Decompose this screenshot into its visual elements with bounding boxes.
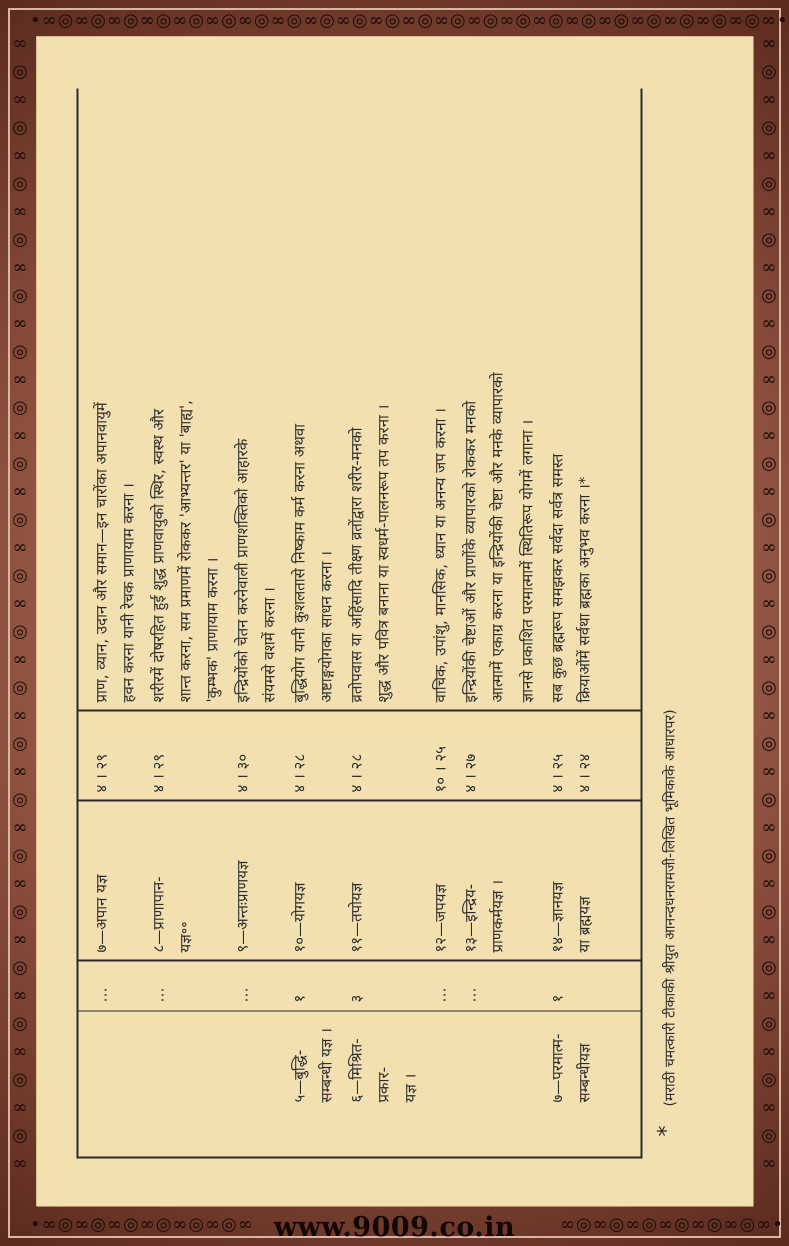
description-line: बुद्धियोग यानी कुशलतासे निष्काम कर्म करना अथवा (290, 423, 308, 702)
ref-cell (457, 718, 484, 792)
count-line: … (431, 987, 449, 1002)
website-url[interactable]: www.9009.co.in (273, 1212, 516, 1243)
description-cell (229, 108, 283, 702)
count-cell (88, 968, 115, 1002)
description-line: आत्मामें एकाग्र करना या इन्द्रियोंकी चेष्टा और मनके व्यापारको (488, 371, 506, 702)
count-line: … (149, 987, 167, 1002)
yajna-line: १०—योगयज्ञ (290, 882, 308, 952)
count-cell (229, 968, 256, 1002)
ref-line: ४ । ३० (233, 753, 251, 792)
ref-line: ४ । २५ (548, 753, 566, 792)
category-line: यज्ञ । (401, 1073, 419, 1102)
count-line: १ (548, 994, 566, 1002)
table-top-rule (76, 88, 78, 1158)
description-line: हवन करना यानी रेचक प्राणायाम करना । (119, 482, 137, 702)
count-cell (343, 968, 370, 1002)
category-line: ५—बुद्धि- (290, 1049, 308, 1102)
description-line: संयमसे वशमें करना । (260, 586, 278, 702)
yajna-line: १३—इन्द्रिय- (461, 883, 479, 952)
yajna-cell (229, 808, 256, 952)
category-line: प्रकार- (374, 1066, 392, 1102)
col-rule-0 (76, 1010, 640, 1011)
bottom-left-ornament: •∞◎∞◎∞◎∞◎∞◎∞◎∞ (30, 1214, 254, 1235)
landscape-page (36, 36, 753, 1206)
yajna-cell (286, 808, 313, 952)
description-line: शुद्ध और पवित्र बनाना या स्वधर्म-पालनरूप तप करना । (374, 404, 392, 702)
ref-cell (229, 718, 256, 792)
left-ornament: ∞ ◎ ∞ ◎ ∞ ◎ ∞ ◎ ∞ ◎ ∞ ◎ ∞ ◎ ∞ ◎ ∞ ◎ ∞ ◎ ∞ ◎ ∞ ◎ ∞ ◎ ∞ ◎ ∞ ◎ ∞ ◎ ∞ ◎ ∞ ◎ ∞ ◎ ∞ ◎ ∞ (12, 33, 28, 1174)
description-line: ज्ञानसे प्रकाशित परमात्मामें स्थितिरूप योगमें लगाना । (518, 419, 536, 702)
ref-cell (145, 718, 172, 792)
ref-cell (427, 718, 454, 792)
col-rule-2 (76, 799, 640, 801)
table-left-rule (76, 1156, 640, 1158)
count-cell (427, 968, 454, 1002)
description-line: प्राण, व्यान, उदान और समान—इन चारोंका अपानवायुमें (92, 401, 110, 702)
yajna-line: १२—जपयज्ञ (431, 883, 449, 952)
bottom-right-ornament: ∞◎∞◎∞◎∞◎∞◎∞◎∞• (560, 1214, 784, 1235)
ref-cell (343, 718, 370, 792)
count-cell (457, 968, 484, 1002)
table-bottom-rule (640, 88, 642, 1158)
count-line: ३ (347, 994, 365, 1002)
count-line: … (233, 987, 251, 1002)
ref-line: ४ । २९ (92, 753, 110, 792)
yajna-cell (427, 808, 454, 952)
category-cell (544, 1013, 598, 1102)
description-line: इन्द्रियोंको चेतन करनेवाली प्राणशक्तिको आहारके (233, 438, 251, 702)
col-rule-3 (76, 709, 640, 711)
category-line: सम्बन्धी यज्ञ । (317, 1027, 335, 1102)
category-cell (286, 1013, 340, 1102)
footnote-star: * (654, 1125, 679, 1136)
description-cell (286, 108, 340, 702)
yajna-line: १४—ज्ञानयज्ञ (548, 881, 566, 952)
count-line: … (461, 987, 479, 1002)
category-cell (343, 1013, 424, 1102)
description-cell (544, 108, 598, 702)
footnote: (मराठी चमत्कारी टीकाकी श्रीयुत आनन्दधनरामजी-लिखित भूमिकाके आधारपर) (662, 708, 678, 1106)
yajna-line: यज्ञ॰॰ (176, 920, 194, 952)
description-line: वाचिक, उपांशु, मानसिक, ध्यान या अनन्य जप करना । (431, 407, 449, 702)
top-ornament: •∞◎∞◎∞◎∞◎∞◎∞◎∞◎∞◎∞◎∞◎∞◎∞◎∞◎∞◎∞◎∞◎∞◎∞◎∞◎∞◎∞◎∞◎∞• (30, 10, 789, 31)
yajna-cell (88, 808, 115, 952)
yajna-line: प्राणकर्मयज्ञ । (488, 879, 506, 952)
yajna-cell (145, 808, 199, 952)
ref-cell (88, 718, 115, 792)
right-ornament: ∞ ◎ ∞ ◎ ∞ ◎ ∞ ◎ ∞ ◎ ∞ ◎ ∞ ◎ ∞ ◎ ∞ ◎ ∞ ◎ ∞ ◎ ∞ ◎ ∞ ◎ ∞ ◎ ∞ ◎ ∞ ◎ ∞ ◎ ∞ ◎ ∞ ◎ ∞ ◎ ∞ (761, 33, 777, 1174)
category-line: ७—परमात्म- (548, 1033, 566, 1102)
description-line: इन्द्रियोंकी चेष्टाओं और प्राणोंके व्यापारको रोककर मनको (461, 400, 479, 702)
ref-cell (286, 718, 313, 792)
ref-line: ४ । २४ (575, 753, 593, 792)
ref-line: ४ । २८ (347, 753, 365, 792)
description-line: सब कुछ ब्रह्मरूप समझकर सर्वदा सर्वत्र समस्त (548, 453, 566, 702)
count-line: … (92, 987, 110, 1002)
category-line: सम्बन्धीयज्ञ (575, 1042, 593, 1102)
yajna-cell (457, 808, 511, 952)
yajna-cell (343, 808, 370, 952)
ref-line: १० । २५ (431, 745, 449, 792)
yajna-line: ९—अन्तःप्राणयज्ञ (233, 859, 251, 952)
description-line: शान्त करना, सम प्रमाणमें रोककर 'आभ्यन्तर' या 'बाह्य', (176, 399, 194, 702)
yajna-cell (544, 808, 598, 952)
ref-cell (544, 718, 598, 792)
yajna-line: ८—प्राणापान- (149, 875, 167, 952)
yajna-line: ७—अपान यज्ञ (92, 873, 110, 952)
ref-line: ४ । २९ (149, 753, 167, 792)
description-line: क्रियाओंमें सर्वथा ब्रह्मका अनुभव करना ।* (575, 476, 593, 702)
count-line: १ (290, 994, 308, 1002)
yajna-line: या ब्रह्मयज्ञ (575, 895, 593, 952)
description-line: अष्टाङ्गयोगका साधन करना । (317, 550, 335, 702)
description-cell (88, 108, 142, 702)
description-cell (343, 108, 397, 702)
yajna-line: ११—तपोयज्ञ (347, 882, 365, 952)
description-line: शरीरमें दोषरहित हुई शुद्ध प्राणवायुको स्थिर, स्वस्थ और (149, 408, 167, 702)
description-cell (514, 108, 541, 702)
description-line: 'कुम्भक' प्राणायाम करना । (203, 557, 221, 702)
description-line: व्रतोपवास या अहिंसादि तीक्ष्ण व्रतोंद्वारा शरीर-मनको (347, 427, 365, 702)
description-cell (427, 108, 454, 702)
category-line: ६—मिश्रित- (347, 1037, 365, 1102)
description-cell (145, 108, 226, 702)
count-cell (286, 968, 313, 1002)
col-rule-1 (76, 959, 640, 961)
description-cell (457, 108, 511, 702)
ref-line: ४ । २७ (461, 753, 479, 792)
count-cell (544, 968, 571, 1002)
rotated-table-root (36, 36, 753, 1206)
count-cell (145, 968, 172, 1002)
ref-line: ४ । २८ (290, 753, 308, 792)
